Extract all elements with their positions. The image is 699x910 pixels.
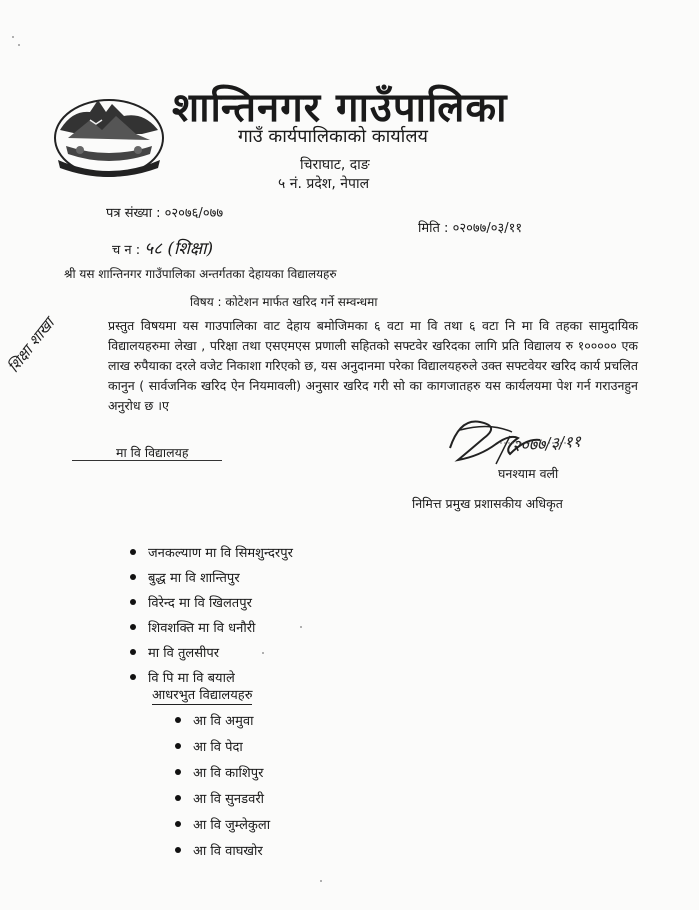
school-name: मा वि तुलसीपर [148,645,220,661]
bullet-icon [175,821,181,827]
bullet-icon [175,847,181,853]
school-name: आ वि सुनडवरी [193,792,265,807]
bullet-icon [175,769,181,775]
school-name: जनकल्याण मा वि सिमशुन्दरपुर [148,545,293,561]
signatory-title: निमित्त प्रमुख प्रशासकीय अधिकृत [412,496,563,511]
bullet-icon [130,649,136,655]
section-stamp: शिक्षा शाखा [4,314,58,376]
office-name: गाउँ कार्यपालिकाको कार्यालय [238,126,428,147]
list-item [130,639,293,664]
list-item [175,707,270,733]
list-item [175,811,270,837]
list-item [130,614,293,639]
school-name: वि पि मा वि बयाले [148,670,235,686]
list-item [175,785,270,811]
list-item [175,837,270,863]
bullet-icon [130,549,136,555]
bullet-icon [130,574,136,580]
letter-body: प्रस्तुत विषयमा यस गाउपालिका वाट देहाय बमोजिमका ६ वटा मा वि तथा ६ वटा नि मा वि तहका सामुदायिक विद्यालयहरुमा लेखा , परिक्षा तथा एसएमएस प्रणाली सहितको सफ्टवेर खरिदका लागि प्रति विद्यालय रु १००००० एक लाख रुपैयाका दरले वजेट निकाशा गरिएको छ, यस अनुदानमा परेका विद्यालयहरुले उक्त सफ्टवेयर खरिद कार्य प्रचलित कानुन ( सार्वजनिक खरिद ऐन नियमावली) अनुसार खरिद गरी सो का कागजातहरु यस कार्यलयमा पेश गर्न गराउनहुन अनुरोध छ ।ए [108,318,638,413]
list-item [175,759,270,785]
addressee: श्री यस शान्तिनगर गाउँपालिका अन्तर्गतका देहायका विद्यालयहरु [64,267,337,281]
school-name: आ वि पेदा [193,740,243,755]
basic-school-heading: आधरभुत विद्यालयहरु [152,685,252,705]
scan-speck [262,652,264,654]
school-name: विरेन्द मा वि खिलतपुर [148,595,252,611]
school-name: बुद्ध मा वि शान्तिपुर [148,570,240,586]
dispatch-prefix: च न : [112,243,145,258]
school-name: आ वि वाघखोर [193,844,263,859]
list-item [130,589,293,614]
letter-date: मिति : ०२०७७/०३/११ [418,221,523,236]
school-name: आ वि जुम्लेकुला [193,818,271,833]
scan-speck [12,36,14,38]
subject-line: विषय : कोटेशन मार्फत खरिद गर्ने सम्वन्धमा [190,295,378,309]
bullet-icon [130,599,136,605]
dispatch-handwritten: ५८ (शिक्षा) [144,239,214,259]
organization-name: शान्तिनगर गाउँपालिका [172,85,508,131]
nepal-emblem-icon [50,90,168,180]
list-item [175,733,270,759]
school-name: शिवशक्ति मा वि धनौरी [148,620,256,636]
dispatch-number [112,236,213,259]
basic-school-list [175,707,270,863]
list-item [130,539,293,564]
address-line-1: चिराघाट, दाङ [300,157,370,173]
address-line-2: ५ नं. प्रदेश, नेपाल [278,176,370,192]
bullet-icon [130,674,136,680]
secondary-school-list [130,539,293,689]
bullet-icon [175,795,181,801]
reference-number: पत्र संख्या : ०२०७६/०७७ [106,206,224,221]
signature-date: २०७७/३/११ [511,431,582,456]
list-item [130,564,293,589]
signatory-name: घनश्याम वली [498,466,559,481]
bullet-icon [175,743,181,749]
scan-speck [18,44,20,46]
school-name: आ वि काशिपुर [193,766,264,781]
bullet-icon [130,624,136,630]
heading-underline [72,460,222,461]
bullet-icon [175,717,181,723]
school-list-heading: मा वि विद्यालयह [116,445,189,460]
school-name: आ वि अमुवा [193,714,254,729]
scan-speck [320,880,322,882]
scan-speck [300,626,302,628]
